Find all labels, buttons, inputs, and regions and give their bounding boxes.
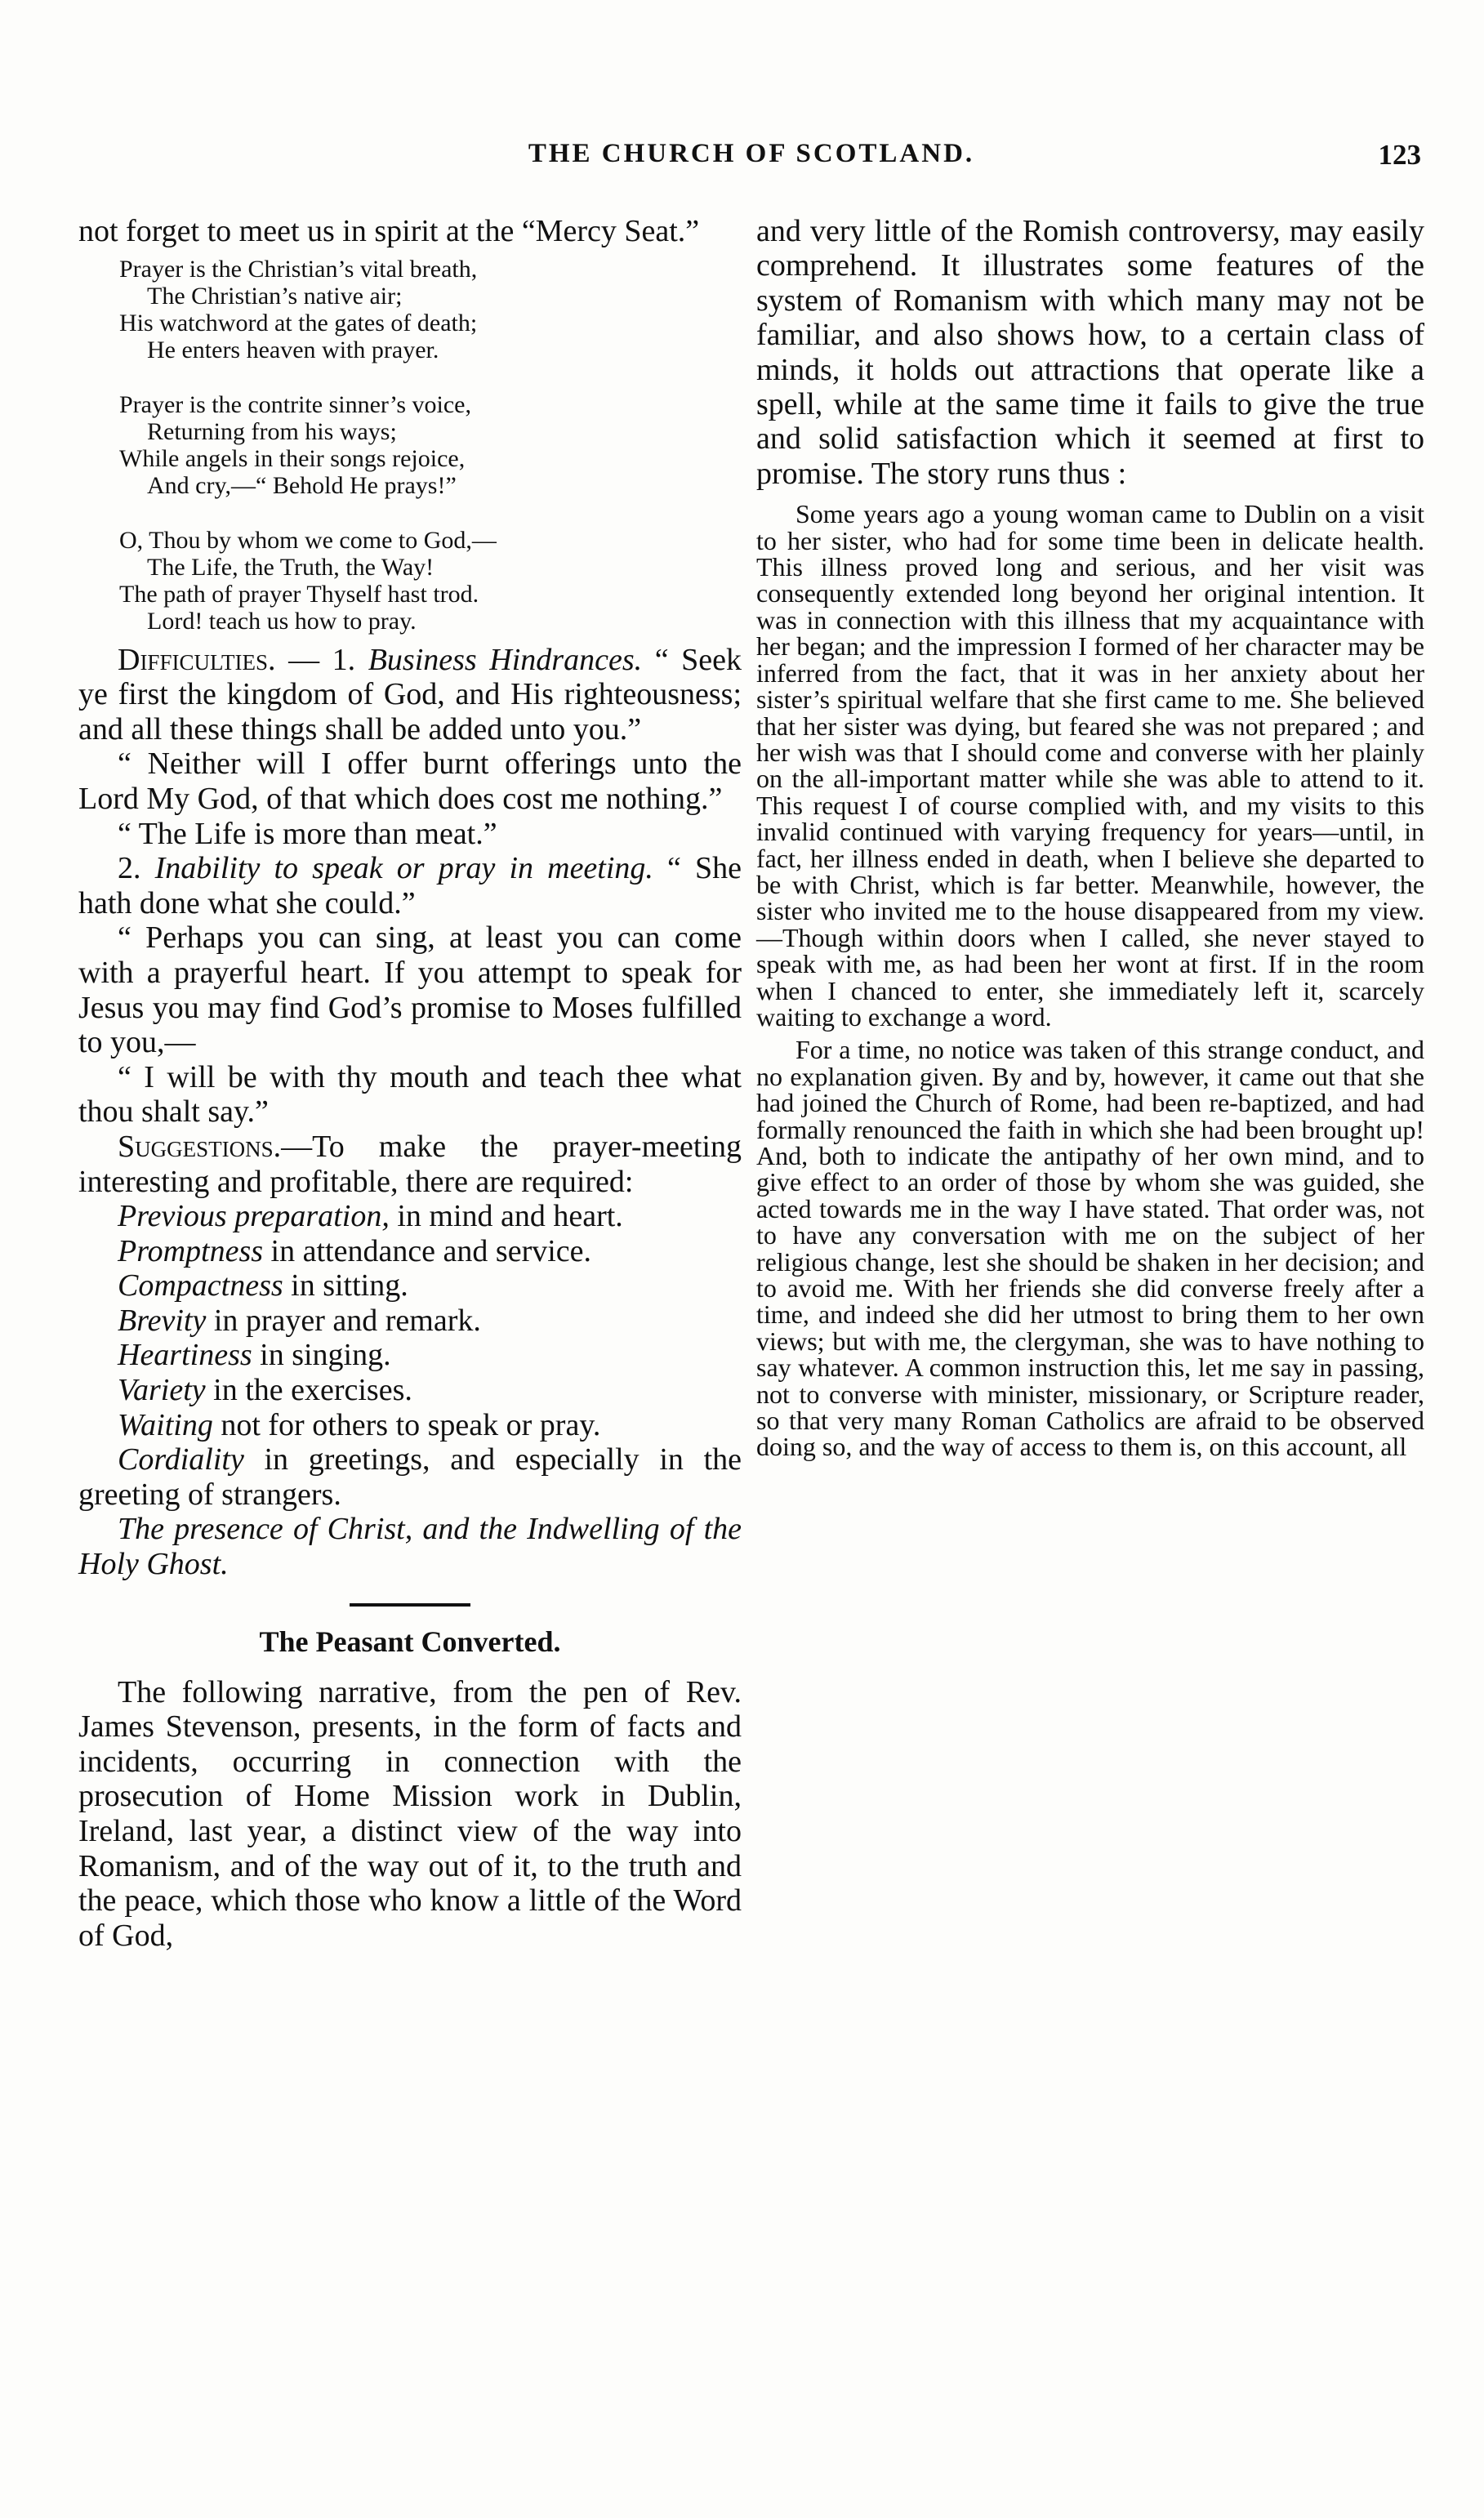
poem-line: Prayer is the Christian’s vital breath, <box>119 255 478 283</box>
poem-line: His watchword at the gates of death; <box>119 309 478 336</box>
suggestion-rest: not for others to speak or pray. <box>212 1407 601 1442</box>
suggestions-text: —To make the prayer-meeting interesting and profitable, there are required: <box>78 1129 742 1199</box>
perhaps-paragraph: “ Perhaps you can sing, at least you can come with a prayerful heart. If you attempt to speak for Jesus you may find God’s promise to Moses fulfilled to you,— <box>78 920 742 1060</box>
quote-mouth: “ I will be with thy mouth and teach thee what thou shalt say.” <box>78 1059 742 1130</box>
suggestion-rest: in the exercises. <box>205 1373 412 1408</box>
poem-line: O, Thou by whom we come to God,— <box>119 526 497 554</box>
page-header <box>82 139 1421 188</box>
poem-line: Prayer is the contrite sinner’s voice, <box>119 390 471 418</box>
poem-line: He enters heaven with prayer. <box>147 336 439 363</box>
difficulties-text: “ Seek ye first the kingdom of God, and His righteousness; and all these things shall be added unto you.” <box>78 642 742 746</box>
suggestion-item <box>78 1338 742 1373</box>
left-column <box>78 214 742 1953</box>
poem-stanza-1 <box>119 256 742 363</box>
continuation-text: and very little of the Romish controversy, may easily comprehend. It illustrates some features of the system of Romanism with which many may not be familiar, and also shows how, to a certain class of minds, it holds out attractions that operate like a spell, while at the same time it fails to give the true and solid satisfaction which it seemed at first to promise. The story runs thus : <box>756 214 1424 491</box>
suggestion-term: Previous preparation, <box>118 1199 390 1234</box>
suggestion-term: Waiting <box>118 1407 213 1442</box>
difficulties-label: Difficulties. <box>118 642 276 677</box>
difficulties-paragraph <box>78 643 742 747</box>
suggestion-item <box>78 1304 742 1339</box>
suggestion-rest: in prayer and remark. <box>206 1303 481 1338</box>
poem-line: Lord! teach us how to pray. <box>147 607 417 635</box>
suggestion-item <box>78 1234 742 1269</box>
difficulties-2-title: Inability to speak or pray in meeting. <box>154 851 653 886</box>
suggestion-rest: in greetings, and especially in the greeting of strangers. <box>78 1442 742 1512</box>
poem-line: And cry,—“ Behold He prays!” <box>147 471 457 499</box>
suggestion-item <box>78 1199 742 1234</box>
poem-stanza-3 <box>119 527 742 635</box>
narrative-paragraph-1: Some years ago a young woman came to Dublin on a visit to her sister, who had for some time been in delicate health. This illness proved long and serious, and her visit was consequently extended long beyond her original intention. It was in connection with this illness that my acquaintance with her began; and the impression I formed of her character may be inferred from the fact, that it was in her anxiety about her sister’s spiritual welfare that she first came to me. She believed that her sister was dying, but feared she was not prepared ; and her wish was that I should come and converse with her plainly on the all-important matter while she was able to attend to it. This request I of course complied with, and my visits to this invalid continued with varying frequency for years—until, in fact, her illness ended in death, when I believe she departed to be with Christ, which is far better. Meanwhile, however, the sister who invited me to the house disappeared from my view.—Though within doors when I called, she never stayed to speak with me, as had been her wont at first. If in the room when I chanced to enter, she immediately left it, scarcely waiting to exchange a word. <box>756 499 1424 1032</box>
difficulties-title: Business Hindrances. <box>368 642 643 677</box>
suggestion-term: Brevity <box>118 1303 207 1338</box>
closing-italic: The presence of Christ, and the Indwelling of the Holy Ghost. <box>78 1512 742 1582</box>
poem-stanza-2 <box>119 391 742 499</box>
poem-line: The path of prayer Thyself hast trod. <box>119 580 479 608</box>
suggestion-rest: in mind and heart. <box>389 1199 623 1234</box>
running-head: THE CHURCH OF SCOTLAND. <box>528 139 975 168</box>
right-column <box>756 214 1424 1460</box>
suggestion-term: Heartiness <box>118 1338 252 1373</box>
difficulties-2-text: “ She hath done what she could.” <box>78 851 742 920</box>
suggestion-term: Promptness <box>118 1233 264 1268</box>
suggestion-rest: in sitting. <box>283 1268 408 1304</box>
difficulties-2-number: 2. <box>118 851 141 886</box>
suggestion-rest: in singing. <box>252 1338 391 1373</box>
suggestions-label: Suggestions. <box>118 1129 282 1164</box>
quote-life: “ The Life is more than meat.” <box>118 816 497 851</box>
suggestion-term: Compactness <box>118 1268 283 1304</box>
suggestion-term: Variety <box>118 1373 206 1408</box>
suggestion-item <box>78 1373 742 1408</box>
suggestion-rest: in attendance and service. <box>263 1233 592 1268</box>
difficulties-number: — 1. <box>288 642 356 677</box>
article-intro: The following narrative, from the pen of Rev. James Stevenson, presents, in the form of facts and incidents, occurring in connection with the prosecution of Home Mission work in Dublin, Ireland, last year, a distinct view of the way into Romanism, and of the way out of it, to the truth and the peace, which those who know a little of the Word of God, <box>78 1674 742 1953</box>
article-title: The Peasant Converted. <box>259 1624 561 1658</box>
quote-offerings: “ Neither will I offer burnt offerings unto the Lord My God, of that which does cost me nothing.” <box>78 746 742 816</box>
suggestion-term: Cordiality <box>118 1442 244 1477</box>
opening-text: not forget to meet us in spirit at the “Mercy Seat.” <box>78 214 700 248</box>
page-number: 123 <box>1378 139 1421 171</box>
difficulties-2-paragraph <box>78 851 742 920</box>
suggestions-paragraph <box>78 1130 742 1199</box>
suggestion-item <box>78 1442 742 1512</box>
poem-line: While angels in their songs rejoice, <box>119 444 466 472</box>
poem-line: The Christian’s native air; <box>147 282 403 310</box>
poem-line: The Life, the Truth, the Way! <box>147 553 435 581</box>
narrative-paragraph-2: For a time, no notice was taken of this strange conduct, and no explanation given. By and by, however, it came out that she had joined the Church of Rome, had been re-baptized, and had formally renounced the faith in which she had been brought up! And, both to indicate the antipathy of her own mind, and to give effect to an order of those by whom she was guided, she acted towards me in the way I have stated. That order was, not to have any conversation with me on the subject of her religious change, lest she should be shaken in her decision; and to avoid me. With her friends she did converse freely after a time, and indeed she did her utmost to bring them to her own views; but with me, the clergyman, she was to have nothing to say whatever. A common instruction this, let me say in passing, not to converse with minister, missionary, or Scripture reader, so that very many Roman Catholics are afraid to be observed doing so, and the way of access to them is, on this account, all <box>756 1035 1424 1462</box>
suggestion-item <box>78 1408 742 1443</box>
suggestion-item <box>78 1268 742 1304</box>
section-divider <box>350 1603 470 1607</box>
poem-line: Returning from his ways; <box>147 417 397 445</box>
